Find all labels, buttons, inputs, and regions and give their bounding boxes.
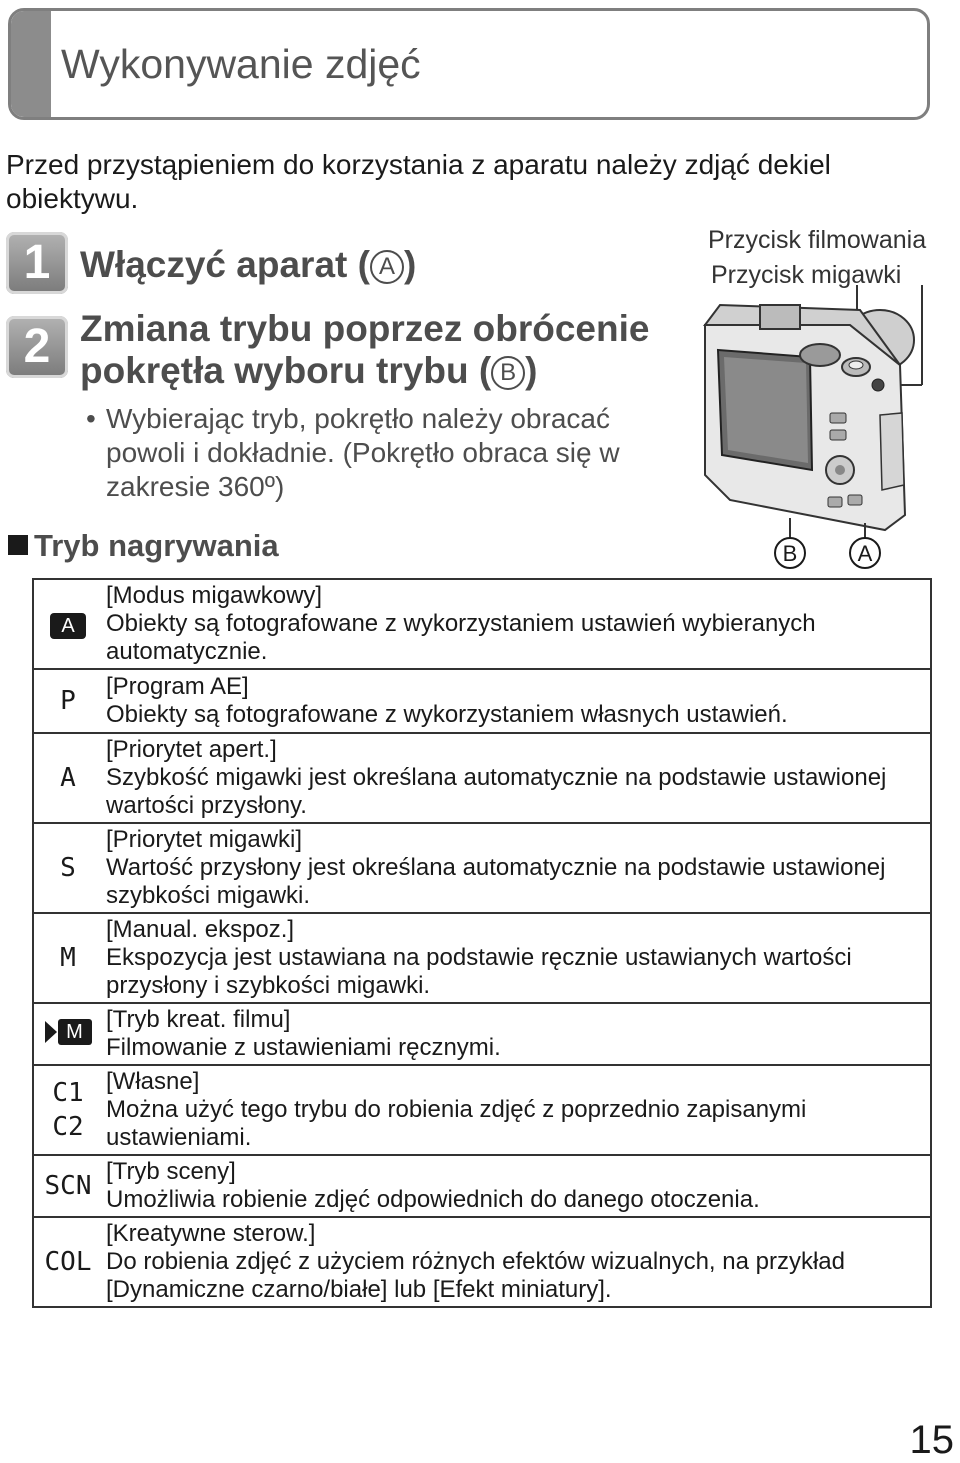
mode-text-cell [102, 669, 931, 733]
step-2-badge: 2 [6, 316, 68, 378]
mode-title: [Manual. ekspoz.] [106, 916, 295, 943]
title-box [8, 8, 930, 120]
square-bullet-icon [8, 535, 28, 555]
mode-title: [Priorytet apert.] [106, 736, 277, 763]
mode-text-cell [102, 823, 931, 913]
mode-title: [Tryb kreat. filmu] [106, 1006, 291, 1033]
mode-row-creative-video [33, 1003, 931, 1065]
mode-text-cell [102, 733, 931, 823]
page-number: 15 [909, 1418, 954, 1462]
mode-desc: Obiekty są fotografowane z wykorzystaniem własnych ustawień. [106, 701, 788, 728]
mode-icon-cell [33, 669, 102, 733]
title-accent-bar [11, 11, 51, 117]
bullet-note [86, 402, 666, 504]
mode-desc: Wartość przysłony jest określana automatycznie na podstawie ustawionej szybkości migawki. [106, 854, 886, 909]
section-title: Tryb nagrywania [34, 528, 279, 563]
mode-icon-cell [33, 1065, 102, 1155]
mode-title: [Program AE] [106, 673, 249, 700]
mode-row-auto [33, 579, 931, 669]
mode-desc: Szybkość migawki jest określana automatycznie na podstawie ustawionej wartości przysłony. [106, 764, 887, 819]
mode-row-aperture [33, 733, 931, 823]
hot-shoe [760, 305, 800, 329]
mode-text-cell [102, 1003, 931, 1065]
mode-row-creative-control [33, 1217, 931, 1307]
camera-marker-a-label: A [857, 541, 873, 566]
mode-desc: Obiekty są fotografowane z wykorzystaniem ustawień wybieranych automatycznie. [106, 610, 816, 665]
bullet-text: Wybierając tryb, pokrętło należy obracać powoli i dokładnie. (Pokrętło obraca się w zakresie 360º) [106, 403, 620, 502]
camera-marker-b-label: B [782, 541, 798, 566]
mode-icon-cell [33, 733, 102, 823]
control-button [830, 413, 846, 423]
creative-video-icon-label: M [58, 1019, 92, 1045]
marker-b-icon: B [491, 356, 525, 390]
mode-desc: Ekspozycja jest ustawiana na podstawie ręcznie ustawianych wartości przysłony i szybkości migawki. [106, 944, 852, 999]
camera-grip [880, 413, 904, 490]
mode-row-program [33, 669, 931, 733]
mode-dial [800, 344, 840, 366]
mode-text-cell [102, 1065, 931, 1155]
marker-a-icon: A [370, 250, 404, 284]
control-button [830, 430, 846, 440]
modes-table [32, 578, 932, 1308]
mode-row-manual [33, 913, 931, 1003]
mode-desc: Można użyć tego trybu do robienia zdjęć z poprzednio zapisanymi ustawieniami. [106, 1096, 807, 1151]
scene-mode-icon: SCN [44, 1171, 92, 1201]
section-heading [8, 528, 279, 564]
mode-row-scene [33, 1155, 931, 1217]
manual-mode-icon: M [60, 943, 76, 973]
intro-text: Przed przystąpieniem do korzystania z aparatu należy zdjąć dekiel obiektywu. [6, 149, 831, 214]
camera-marker-b [775, 538, 805, 568]
mode-title: [Kreatywne sterow.] [106, 1220, 316, 1247]
mode-text-cell [102, 1217, 931, 1307]
mode-desc: Umożliwia robienie zdjęć odpowiednich do danego otoczenia. [106, 1186, 760, 1213]
custom-mode-icon [34, 1076, 102, 1144]
mode-text-cell [102, 579, 931, 669]
mode-text-cell [102, 913, 931, 1003]
mode-desc: Do robienia zdjęć z użyciem różnych efektów wizualnych, na przykład [Dynamiczne czarno/białe] lub [Efekt miniatury]. [106, 1248, 845, 1303]
shutter-button-label: Przycisk migawki [711, 261, 902, 289]
step-2-suffix: ) [525, 350, 538, 391]
lcd-inner [724, 357, 808, 463]
movie-button [872, 379, 884, 391]
page-title: Wykonywanie zdjęć [61, 41, 421, 87]
mode-text-cell [102, 1155, 931, 1217]
control-button [828, 497, 842, 507]
step-1-badge: 1 [6, 232, 68, 294]
mode-icon-cell [33, 913, 102, 1003]
bullet-dot-icon: • [86, 403, 96, 434]
mode-icon-cell [33, 1003, 102, 1065]
step-2-text: Zmiana trybu poprzez obrócenie pokrętła wyboru trybu ( [80, 308, 650, 391]
step-1-suffix: ) [403, 244, 417, 285]
intelligent-auto-icon: A [50, 613, 86, 639]
mode-title: [Własne] [106, 1068, 200, 1095]
aperture-priority-icon: A [60, 763, 76, 793]
step-2-heading [80, 308, 680, 392]
creative-video-icon [45, 1019, 92, 1045]
mode-title: [Tryb sceny] [106, 1158, 236, 1185]
program-mode-icon: P [60, 686, 76, 716]
custom-c2-label: C2 [52, 1112, 84, 1142]
mode-desc: Filmowanie z ustawieniami ręcznymi. [106, 1034, 501, 1061]
camera-marker-a [850, 538, 880, 568]
movie-button-label: Przycisk filmowania [708, 226, 927, 254]
mode-title: [Modus migawkowy] [106, 582, 323, 609]
step-1-text: Włączyć aparat ( [80, 244, 370, 285]
mode-row-custom [33, 1065, 931, 1155]
shutter-priority-icon: S [60, 853, 76, 883]
camera-illustration [690, 285, 940, 575]
mode-icon-cell [33, 579, 102, 669]
mode-title: [Priorytet migawki] [106, 826, 303, 853]
mode-icon-cell [33, 1217, 102, 1307]
creative-control-icon: COL [44, 1247, 92, 1277]
control-button [848, 495, 862, 505]
custom-c1-label: C1 [52, 1078, 84, 1108]
mode-icon-cell [33, 823, 102, 913]
step-1-heading [80, 244, 416, 286]
mode-icon-cell [33, 1155, 102, 1217]
mode-row-shutter [33, 823, 931, 913]
